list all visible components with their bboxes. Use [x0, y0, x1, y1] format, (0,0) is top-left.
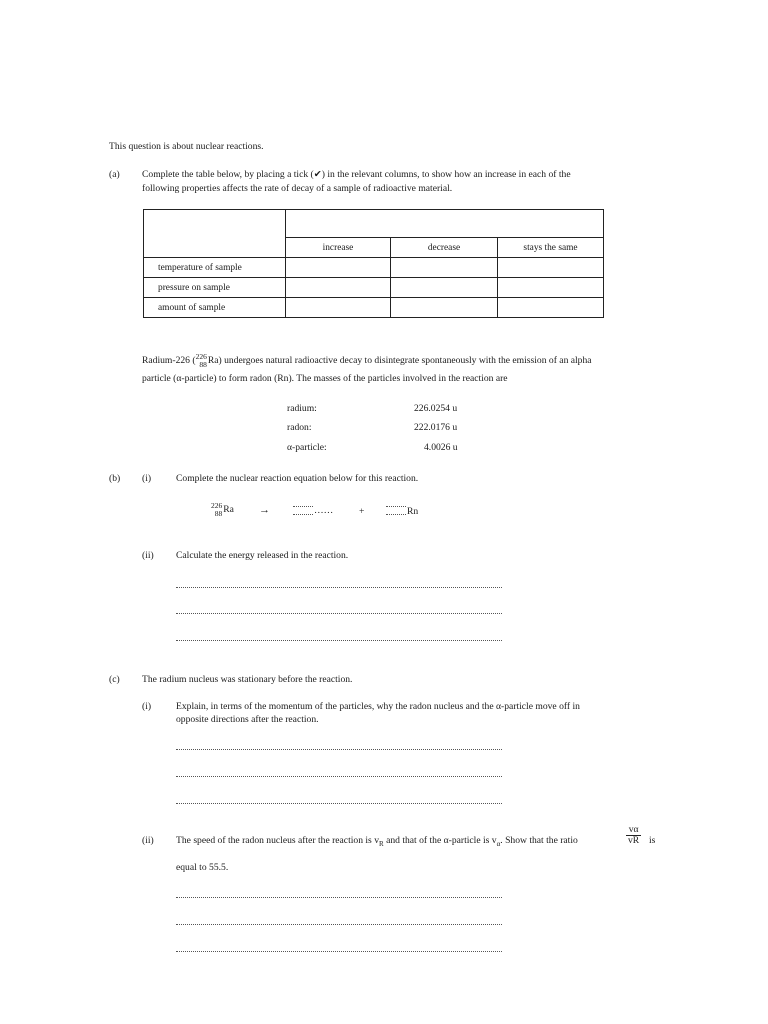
- intro-text: This question is about nuclear reactions.: [109, 141, 264, 152]
- part-c-i-line1: Explain, in terms of the momentum of the particles, why the radon nucleus and the α-particle move off in: [176, 701, 580, 712]
- table-header-span-cell: [286, 210, 604, 238]
- mass-label-alpha: α-particle:: [287, 442, 327, 453]
- row-label-pressure: pressure on sample: [144, 278, 286, 298]
- tick-cell[interactable]: [498, 298, 604, 318]
- radon-number-blank[interactable]: [386, 510, 406, 515]
- table-row: [144, 258, 604, 278]
- part-c-text: The radium nucleus was stationary before the reaction.: [142, 674, 353, 685]
- mass-label-radium: radium:: [287, 403, 317, 414]
- part-a-label: (a): [109, 169, 120, 180]
- answer-line[interactable]: [176, 802, 502, 804]
- tick-cell[interactable]: [498, 258, 604, 278]
- radium-paragraph-line1: Radium-226 ( 226 88 Ra) undergoes natural radioactive decay to disintegrate spontaneously with the emission of an alpha: [142, 352, 592, 369]
- part-c-ii-is: is: [649, 835, 656, 846]
- alpha-mass-blank[interactable]: [293, 500, 313, 507]
- part-b-ii-label: (ii): [142, 550, 154, 561]
- tick-cell[interactable]: [286, 298, 391, 318]
- alpha-symbol-blank[interactable]: ……: [314, 505, 334, 516]
- part-c-ii-line2: equal to 55.5.: [176, 862, 229, 873]
- mass-value-radium: 226.0254 u: [414, 403, 458, 414]
- part-c-ii-label: (ii): [142, 835, 154, 846]
- part-b-i-text: Complete the nuclear reaction equation below for this reaction.: [176, 473, 419, 484]
- answer-line[interactable]: [176, 748, 502, 750]
- reaction-equation: 226 88 Ra: [211, 501, 234, 518]
- tick-cell[interactable]: [286, 258, 391, 278]
- column-header-decrease: decrease: [391, 238, 498, 258]
- column-header-increase: increase: [286, 238, 391, 258]
- answer-line[interactable]: [176, 612, 502, 614]
- part-b-label: (b): [109, 473, 121, 484]
- tick-cell[interactable]: [391, 298, 498, 318]
- alpha-number-blank[interactable]: [293, 510, 313, 515]
- answer-line[interactable]: [176, 775, 502, 777]
- part-b-i-label: (i): [142, 473, 152, 484]
- radium-paragraph-line2: particle (α-particle) to form radon (Rn). The masses of the particles involved in the reaction are: [142, 373, 508, 384]
- reaction-arrow: →: [259, 504, 270, 516]
- table-corner-cell: [144, 210, 286, 258]
- tick-cell[interactable]: [498, 278, 604, 298]
- equation-radium-notation: 226 88: [211, 501, 223, 518]
- radon-symbol: Rn: [407, 506, 419, 517]
- part-b-ii-text: Calculate the energy released in the reaction.: [176, 550, 349, 561]
- mass-label-radon: radon:: [287, 422, 312, 433]
- answer-line[interactable]: [176, 586, 502, 588]
- part-a-line2: following properties affects the rate of decay of a sample of radioactive material.: [142, 183, 453, 194]
- part-c-label: (c): [109, 674, 120, 685]
- answer-line[interactable]: [176, 923, 502, 925]
- table-row: [144, 278, 604, 298]
- tick-cell[interactable]: [391, 278, 498, 298]
- row-label-amount: amount of sample: [144, 298, 286, 318]
- part-c-i-label: (i): [142, 701, 152, 712]
- answer-line[interactable]: [176, 639, 502, 641]
- part-c-ii-text: The speed of the radon nucleus after the reaction is $v_R$ and that of the α-particle is $v_\alpha$. Show that the ratio: [176, 835, 578, 848]
- radium-isotope-notation: 226 88: [195, 352, 207, 369]
- table-row: [144, 298, 604, 318]
- column-header-stays-same: stays the same: [498, 238, 604, 258]
- speed-ratio-fraction: $\frac{v\alpha}{vR}$: [628, 824, 640, 846]
- plus-sign: +: [359, 506, 365, 517]
- properties-table: [143, 209, 604, 318]
- answer-line[interactable]: [176, 950, 502, 952]
- mass-value-alpha: 4.0026 u: [424, 442, 458, 453]
- row-label-temperature: temperature of sample: [144, 258, 286, 278]
- tick-cell[interactable]: [286, 278, 391, 298]
- part-a-line1: Complete the table below, by placing a tick (✔) in the relevant columns, to show how an increase in each of the: [142, 169, 571, 180]
- radon-mass-blank[interactable]: [386, 500, 406, 507]
- answer-line[interactable]: [176, 896, 502, 898]
- part-c-i-line2: opposite directions after the reaction.: [176, 714, 319, 725]
- mass-value-radon: 222.0176 u: [414, 422, 458, 433]
- tick-cell[interactable]: [391, 258, 498, 278]
